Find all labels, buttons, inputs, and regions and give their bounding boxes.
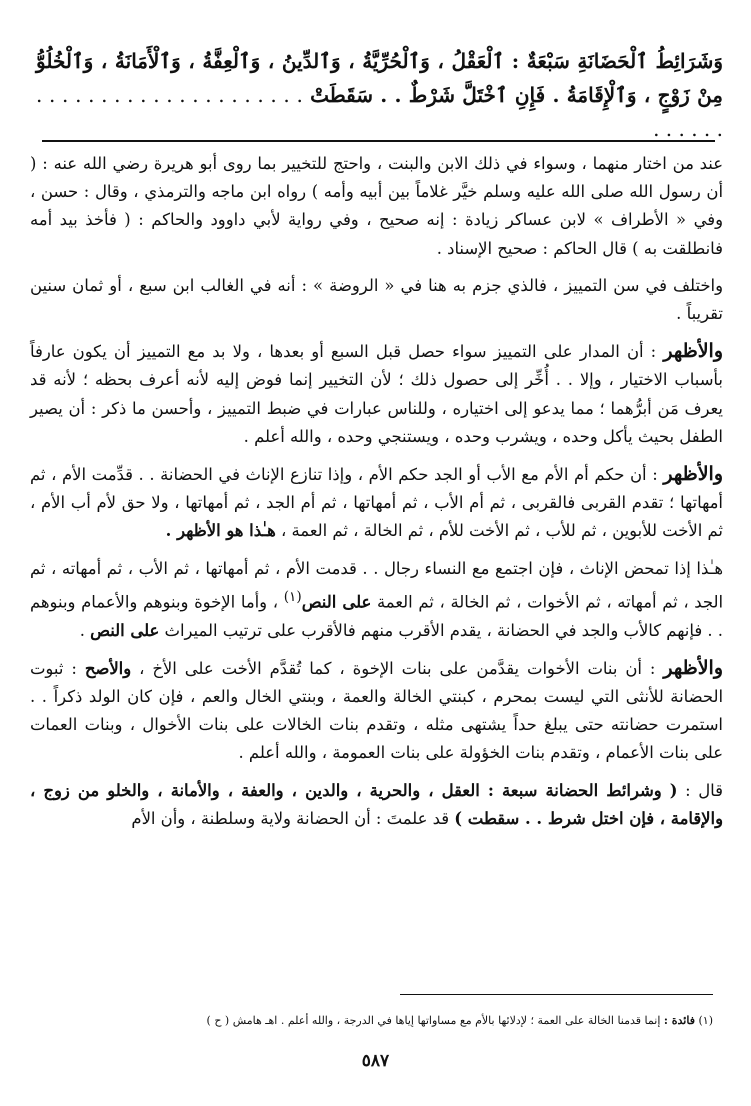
paragraph-5-text-a: هـٰذا إذا تمحض الإناث ، فإن اجتمع مع النساء رجال . . قدمت الأم ، ثم أمهاتها ، ثم الأب ، ثم أمهاته ، ثم الجد ، ثم أمهاته ، ثم الأخوات ، ثم الخالة ، ثم العمة	[30, 558, 724, 612]
paragraph-6	[30, 654, 723, 768]
footnote-label: فائدة :	[663, 1014, 695, 1027]
matn-line-2: وَٱلْإِقَامَةُ . فَإِنِ ٱخْتَلَّ شَرْطٌ . . سَقَطَتْ	[310, 83, 637, 107]
paragraph-5-text-b: ، وأما الإخوة وبنوهم والأعمام وبنوهم . . فإنهم كالأب والجد في الحضانة ، يقدم الأقرب منهم فالأقرب على ترتيب الميراث	[30, 592, 723, 640]
paragraph-5-bold-1: على النص	[301, 592, 372, 612]
matn-line-1: وَشَرَائِطُ ٱلْحَضَانَةِ سَبْعَةٌ : ٱلْعَقْلُ ، وَٱلْحُرِّيَّةُ ، وَٱلدِّينُ ، وَٱلْعِفَّةُ ، وَٱلْأَمَانَةُ ، وَٱلْخُلُوُّ مِنْ زَوْجٍ ،	[36, 49, 724, 107]
matn-text	[36, 44, 723, 146]
header-rule	[42, 140, 715, 142]
footnote-rule	[400, 994, 713, 995]
paragraph-6-lead: والأظهر	[663, 656, 723, 679]
paragraph-5	[30, 555, 723, 645]
paragraph-6-text-b: : ثبوت الحضانة للأنثى التي ليست بمحرم ، كبنتي الخالة والعمة ، وبنتي الخال والعم ، فإن كان الولد ذكراً . . استمرت حضانته حتى يبلغ حداً يشتهى مثله ، وتقدم بنات الخالات على بنات الأخوال ، وبنات العمات على بنات الأعمام ، وتقدم بنات الخؤولة على بنات العمومة ، والله أعلم .	[30, 658, 723, 763]
paragraph-1	[30, 150, 723, 263]
paragraph-4-end: هـٰذا هو الأظهر .	[165, 521, 276, 541]
paragraph-2-text: واختلف في سن التمييز ، فالذي جزم به هنا في « الروضة » : أنه في الغالب ابن سبع ، أو ثمان سنين تقريباً .	[30, 275, 723, 324]
paragraph-2	[30, 272, 723, 328]
footnote-ref[interactable]: (١)	[283, 588, 302, 605]
commentary-body	[30, 150, 723, 842]
footnote-text: إنما قدمنا الخالة على العمة ؛ لإدلائها بالأم مع مساواتها إياها في الدرجة ، والله أعلم . اهـ هامش ( ح )	[206, 1014, 661, 1027]
paragraph-7-text-a: قال :	[685, 780, 723, 800]
paragraph-3	[30, 337, 723, 451]
page-number: ٥٨٧	[361, 1051, 390, 1071]
paragraph-1-text: عند من اختار منهما ، وسواء في ذلك الابن والبنت ، واحتج للتخيير بما روى أبو هريرة رضي الله عنه : ( أن رسول الله صلى الله عليه وسلم خيَّر غلاماً بين أبيه وأمه ) رواه ابن ماجه والترمذي ، وقال : حسن ، وفي « الأطراف » لابن عساكر زيادة : إنه صحيح ، وفي رواية لأبي داوود والحاكم : ( فأخذ بيد أمه فانطلقت به ) قال الحاكم : صحيح الإسناد .	[30, 154, 723, 258]
paragraph-6-text-a: : أن بنات الأخوات يقدَّمن على بنات الإخوة ، كما تُقدَّم الأخت على الأخ ،	[139, 658, 656, 678]
matn-dots: . . . . . . . . . . . . . . . . . . . . . . . . . . .	[36, 83, 723, 141]
paragraph-5-bold-2: على النص	[90, 620, 160, 640]
paragraph-7-quote: ( وشرائط الحضانة سبعة : العقل ، والحرية ، والدين ، والعفة ، والأمانة ، والخلو من زوج ، والإقامة ، فإن اختل شرط . . سقطت )	[30, 780, 723, 828]
paragraph-5-end: .	[79, 620, 85, 640]
footnote-number: (١)	[698, 1014, 713, 1027]
paragraph-4	[30, 460, 723, 546]
paragraph-3-lead: والأظهر	[663, 340, 723, 363]
paragraph-7	[30, 777, 723, 833]
paragraph-3-text: : أن المدار على التمييز سواء حصل قبل السبع أو بعدها ، ولا بد مع التمييز أن يكون عارفاً بأسباب الاختيار ، وإلا . . أُخِّر إلى حصول ذلك ؛ لأن التخيير إنما فوض إليه لأنه أعرف بحظه ؛ لأنه قد يعرف مَن أبرُّهما ؛ مما يدعو إلى اختياره ، وللناس عبارات في ضبط التمييز ، وأحسن ما ذكر : أن يصير الطفل بحيث يأكل وحده ، ويشرب وحده ، ويستنجي وحده ، والله أعلم .	[30, 342, 723, 446]
footnote	[150, 1013, 713, 1029]
paragraph-7-text-b: قد علمتَ : أن الحضانة ولاية وسلطنة ، وأن الأم	[131, 808, 450, 828]
paragraph-6-bold: والأصح	[84, 658, 132, 678]
paragraph-4-lead: والأظهر	[663, 463, 723, 486]
paragraph-4-text: : أن حكم أم الأم مع الأب أو الجد حكم الأم ، وإذا تنازع الإناث في الحضانة . . قدِّمت الأم ، ثم أمهاتها ؛ تقدم القربى فالقربى ، ثم أم الأب ، ثم أمهاتها ، ثم أم الجد ، ثم أمهاتها ، ولا حق لأم أب الأم ، ثم الأخت للأبوين ، ثم للأب ، ثم الأخت للأم ، ثم الخالة ، ثم العمة ،	[30, 465, 723, 541]
